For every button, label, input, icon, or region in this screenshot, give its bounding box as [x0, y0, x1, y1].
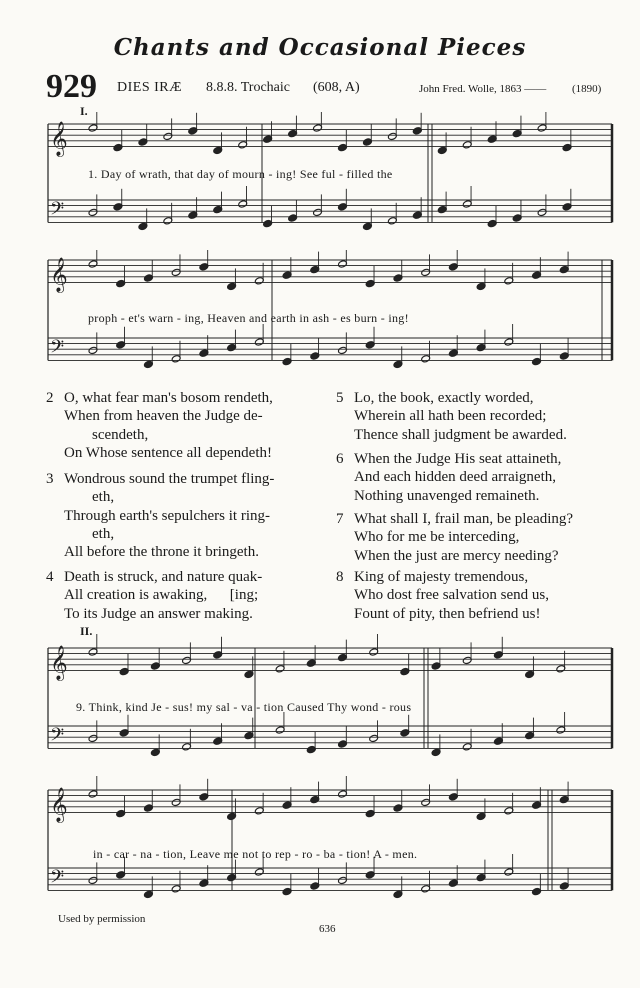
part-one-label: I.: [80, 104, 88, 118]
verse-line: Through earth's sepulchers it ring-: [64, 507, 270, 524]
treble-clef-icon: 𝄞: [50, 787, 68, 823]
verse-line: eth,: [92, 525, 115, 542]
verse-number: 3: [46, 471, 54, 487]
tune-name: DIES IRÆ: [117, 80, 183, 95]
verse-7: [336, 510, 636, 570]
verse-line: To its Judge an answer making.: [64, 605, 253, 622]
hymn-number: 929: [46, 68, 97, 105]
meter: 8.8.8. Trochaic: [206, 80, 290, 95]
verse-line: O, what fear man's bosom rendeth,: [64, 390, 273, 406]
verse-line: Nothing unavenged remaineth.: [354, 487, 540, 504]
treble-clef-icon: 𝄞: [50, 121, 68, 157]
verse-5: [336, 389, 636, 449]
verse-line: King of majesty tremendous,: [354, 569, 529, 585]
verse-number: 8: [336, 569, 344, 585]
verse-number: 4: [46, 569, 54, 585]
lyric-line-3: 9. Think, kind Je - sus! my sal - va - tion Caused Thy wond - rous: [76, 700, 412, 714]
page-number: 636: [319, 923, 336, 935]
verse-number: 2: [46, 390, 54, 406]
music-system-3: [0, 632, 640, 762]
verse-line: What shall I, frail man, be pleading?: [354, 511, 574, 527]
verse-line: Who dost free salvation send us,: [354, 587, 549, 604]
lyric-line-4: in - car - na - tion, Leave me not to rep - ro - ba - tion! A - men.: [93, 847, 418, 861]
verse-line: Thence shall judgment be awarded.: [354, 426, 567, 443]
verse-line: When from heaven the Judge de-: [64, 408, 263, 425]
part-two-label: II.: [80, 624, 93, 638]
verse-number: 5: [336, 390, 344, 406]
verse-8: [336, 568, 636, 628]
bass-clef-icon: 𝄢: [50, 336, 65, 362]
lyric-line-1: 1. Day of wrath, that day of mourn - ing! See ful - filled the: [88, 167, 393, 181]
verse-line: Wherein all hath been recorded;: [354, 408, 547, 425]
verse-number: 6: [336, 451, 344, 467]
verse-line: eth,: [92, 489, 115, 506]
music-system-4: [0, 776, 640, 911]
verse-2: [46, 389, 336, 469]
verse-line: Lo, the book, exactly worded,: [354, 390, 534, 406]
verse-line: When the Judge His seat attaineth,: [354, 451, 562, 467]
verse-line: And each hidden deed arraigneth,: [354, 469, 556, 486]
verse-line: All before the throne it bringeth.: [64, 544, 259, 561]
verse-line: Fount of pity, then befriend us!: [354, 605, 541, 622]
bass-clef-icon: 𝄢: [50, 198, 65, 224]
tune-reference: (608, A): [313, 80, 360, 95]
bass-clef-icon: 𝄢: [50, 724, 65, 750]
page-title: Chants and Occasional Pieces: [113, 34, 527, 61]
composer: John Fred. Wolle, 1863 ——: [419, 83, 547, 95]
verse-line: All creation is awaking, [ing;: [64, 587, 259, 604]
verse-line: Death is struck, and nature quak-: [64, 569, 263, 585]
verse-4: [46, 568, 336, 628]
composition-date: (1890): [572, 83, 602, 95]
verse-3: [46, 470, 336, 570]
treble-clef-icon: 𝄞: [50, 645, 68, 681]
verse-line: Wondrous sound the trumpet fling-: [64, 471, 275, 487]
verse-number: 7: [336, 511, 344, 527]
verse-line: When the just are mercy needing?: [354, 547, 559, 564]
treble-clef-icon: 𝄞: [50, 257, 68, 293]
verse-line: On Whose sentence all dependeth!: [64, 444, 272, 461]
bass-clef-icon: 𝄢: [50, 866, 65, 892]
verse-line: Who for me be interceding,: [354, 529, 520, 546]
lyric-line-2: proph - et's warn - ing, Heaven and earth in ash - es burn - ing!: [88, 311, 409, 325]
verse-6: [336, 450, 636, 510]
verse-line: scendeth,: [92, 426, 149, 443]
permission-note: Used by permission: [58, 913, 146, 925]
